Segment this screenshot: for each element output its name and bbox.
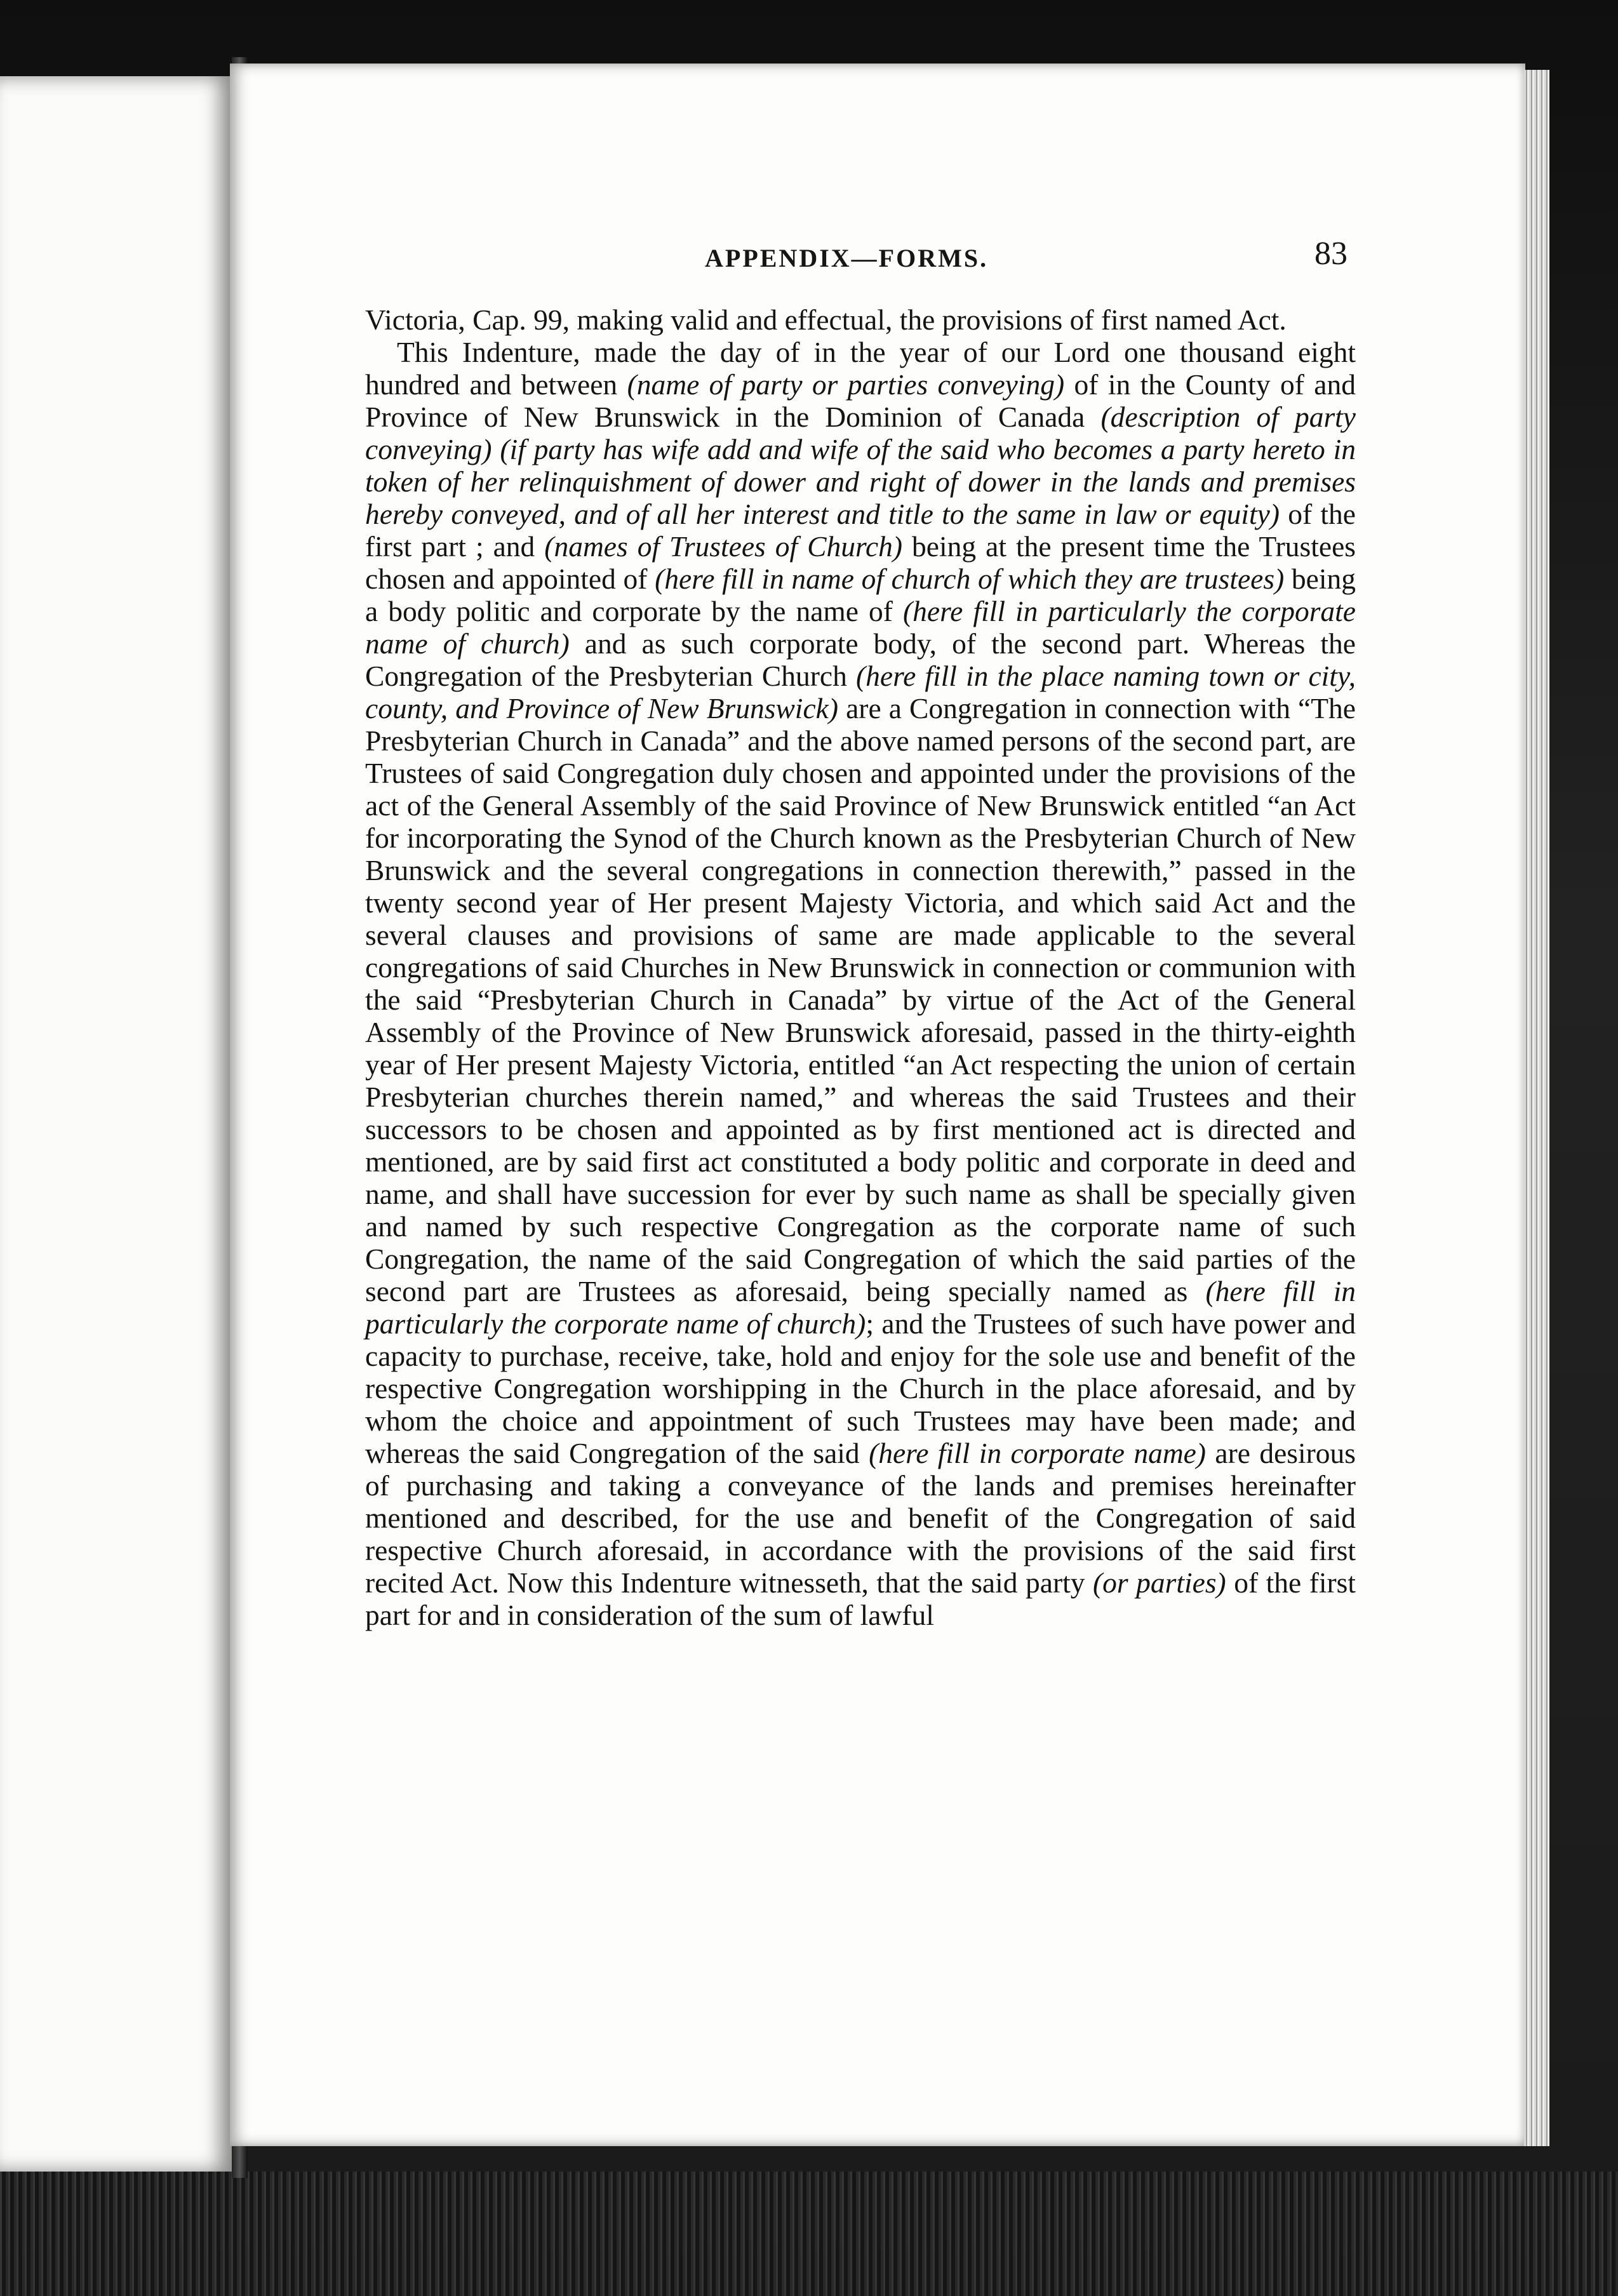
text-run: being at the present time the Trustees chosen and appointed of	[365, 530, 1356, 595]
italic-instruction: (here fill in particularly the corporate name of church)	[365, 595, 1356, 660]
text-run: ; and the Trustees of such have power and capacity to purchase, receive, take, hold and enjoy for the sole use and benefit of the respective Congregation worshipping in the Church in the place aforesaid, and by whom the choice and appointment of such Trustees may have been made; and whereas the said Congregation of the said	[365, 1307, 1356, 1469]
paragraph-continued: Victoria, Cap. 99, making valid and effectual, the provisions of first named Act.	[365, 304, 1287, 336]
text-run: are a Congregation in connection with “The Presbyterian Church in Canada” and the above named persons of the second part, are Trustees of said Congregation duly chosen and appointed under the provisions of the act of the General Assembly of the said Province of New Brunswick entitled “an Act for incorporating the Synod of the Church known as the Presbyterian Church of New Brunswick and the several congregations in connection therewith,” passed in the twenty second year of Her present Majesty Victoria, and which said Act and the several clauses and provisions of same are made applicable to the several congregations of said Churches in New Brunswick in connection or communion with the said “Presbyterian Church in Canada” by virtue of the Act of the General Assembly of the Province of New Brunswick aforesaid, passed in the thirty-eighth year of Her present Majesty Victoria, entitled “an Act respecting the union of certain Presbyterian churches therein named,” and whereas the said Trustees and their successors to be chosen and appointed as by first mentioned act is directed and mentioned, are by said first act constituted a body politic and corporate in deed and name, and shall have succession for ever by such name as shall be specially given and named by such respective Congregation as the corporate name of such Congregation, the name of the said Congregation of which the said parties of the second part are Trustees as aforesaid, being specially named as	[365, 692, 1356, 1307]
italic-instruction: (or parties)	[1093, 1566, 1226, 1599]
indenture-paragraph	[365, 336, 1356, 1631]
text-run: of the first part ; and	[365, 498, 1356, 563]
text-run: This Indenture, made the day of in the year of our Lord one thousand eight hundred and between	[365, 336, 1356, 401]
running-head: APPENDIX—FORMS.	[705, 244, 989, 272]
italic-instruction: (names of Trustees of Church)	[544, 530, 903, 563]
text-run: being a body politic and corporate by the name of	[365, 563, 1356, 627]
italic-instruction: (here fill in particularly the corporate name of church)	[365, 1275, 1356, 1340]
text-run: of in the County of and Province of New Brunswick in the Dominion of Canada	[365, 368, 1356, 433]
page-number: 83	[1314, 236, 1347, 272]
text-run: of the first part for and in consideration of the sum of lawful	[365, 1566, 1356, 1631]
text-run: are desirous of purchasing and taking a conveyance of the lands and premises hereinafter mentioned and described, for the use and benefit of the Congregation of said respective Church aforesaid, in accordance with the provisions of the said first recited Act. Now this Indenture witnesseth, that the said party	[365, 1437, 1356, 1599]
italic-instruction: (here fill in corporate name)	[869, 1437, 1207, 1469]
italic-instruction: (description of party conveying) (if party has wife add and wife of the said who becomes a party hereto in token of her relinquishment of dower and right of dower in the lands and premises hereby conveyed, and of all her interest and title to the same in law or equity)	[365, 401, 1356, 530]
italic-instruction: (name of party or parties conveying)	[627, 368, 1065, 401]
page-stack-edge	[1524, 70, 1549, 2146]
italic-instruction: (here fill in the place naming town or city, county, and Province of New Brunswick)	[365, 660, 1356, 724]
italic-instruction: (here fill in name of church of which they are trustees)	[655, 563, 1285, 595]
body-text	[365, 304, 1356, 1631]
text-run: and as such corporate body, of the second part. Whereas the Congregation of the Presbyterian Church	[365, 627, 1356, 692]
scanner-bed-strip	[0, 2172, 1618, 2296]
left-facing-page	[0, 76, 232, 2172]
